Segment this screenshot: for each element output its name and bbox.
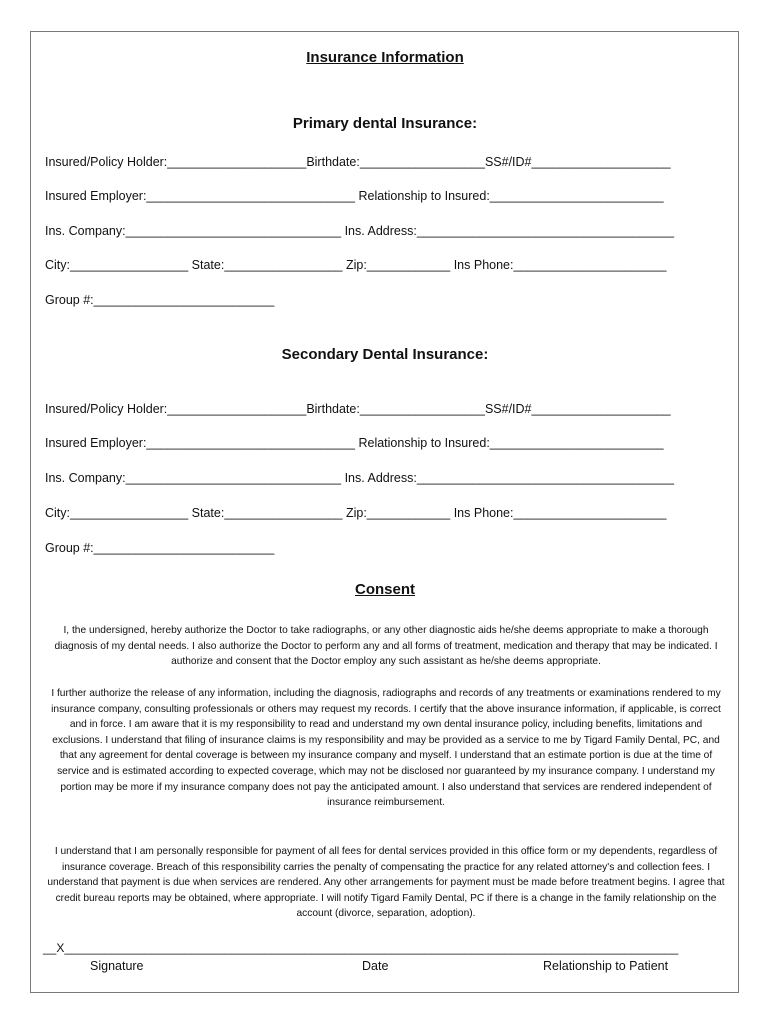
consent-heading: Consent bbox=[355, 581, 415, 598]
secondary-group-line[interactable]: Group #:__________________________ bbox=[45, 541, 275, 555]
date-label: Date bbox=[362, 959, 389, 973]
secondary-company-line[interactable]: Ins. Company:_______________________________ Ins. Address:_____________________________________ bbox=[45, 471, 675, 485]
primary-employer-line[interactable]: Insured Employer:______________________________ Relationship to Insured:_________________________ bbox=[45, 189, 664, 203]
signature-line[interactable]: __X____________________________________________________________________________________________ bbox=[43, 941, 679, 955]
secondary-city-line[interactable]: City:_________________ State:_________________ Zip:____________ Ins Phone:______________________ bbox=[45, 506, 667, 520]
page-title: Insurance Information bbox=[306, 49, 464, 66]
secondary-policy-holder-line[interactable]: Insured/Policy Holder:____________________Birthdate:__________________SS#/ID#____________________ bbox=[45, 402, 671, 416]
consent-paragraph-2: I further authorize the release of any information, including the diagnosis, radiographs and records of any treatments or examinations rendered to my insurance company, consulting professionals or others may request my records. I certify that the above insurance information, if applicable, is correct and in force. I am aware that it is my responsibility to read and understand my own dental insurance policy, including benefits, limitations and exclusions. I understand that filing of insurance claims is my responsibility and may be provided as a service to me by Tigard Family Dental, PC, and that any agreement for dental coverage is between my insurance company and myself. I understand that an estimate portion is due at the time of service and is estimated according to expected coverage, which may not be disclosed nor guaranteed by my insurance company. I understand my portion may be more if my insurance company does not pay the anticipated amount. I also understand that services are rendered independent of insurance reimbursement. bbox=[51, 688, 721, 809]
primary-policy-holder-line[interactable]: Insured/Policy Holder:____________________Birthdate:__________________SS#/ID#____________________ bbox=[45, 155, 671, 169]
relationship-label: Relationship to Patient bbox=[543, 959, 669, 973]
primary-insurance-heading: Primary dental Insurance: bbox=[292, 115, 478, 132]
secondary-employer-line[interactable]: Insured Employer:______________________________ Relationship to Insured:_________________________ bbox=[45, 436, 664, 450]
primary-city-line[interactable]: City:_________________ State:_________________ Zip:____________ Ins Phone:______________________ bbox=[45, 258, 667, 272]
consent-paragraph-3: I understand that I am personally responsible for payment of all fees for dental services provided in this office form or my dependents, regardless of insurance coverage. Breach of this responsibility carries the penalty of compensating the practice for any related attorney's and collection fees. I understand that payment is due when services are rendered. Any other arrangements for payment must be made before treatment begins. I agree that credit bureau reports may be obtained, where appropriate. I will notify Tigard Family Dental, PC if there is a change in the family relationship on the account (divorce, separation, adoption). bbox=[47, 846, 725, 920]
signature-label: Signature bbox=[90, 959, 144, 973]
primary-company-line[interactable]: Ins. Company:_______________________________ Ins. Address:_____________________________________ bbox=[45, 224, 675, 238]
secondary-insurance-heading: Secondary Dental Insurance: bbox=[281, 346, 489, 363]
primary-group-line[interactable]: Group #:__________________________ bbox=[45, 293, 275, 307]
consent-paragraph-1: I, the undersigned, hereby authorize the Doctor to take radiographs, or any other diagnostic aids he/she deems appropriate to make a thorough diagnosis of my dental needs. I also authorize the Doctor to perform any and all forms of treatment, medication and therapy that may be indicated. I authorize and consent that the Doctor employ any such assistant as he/she deems appropriate. bbox=[54, 625, 718, 668]
